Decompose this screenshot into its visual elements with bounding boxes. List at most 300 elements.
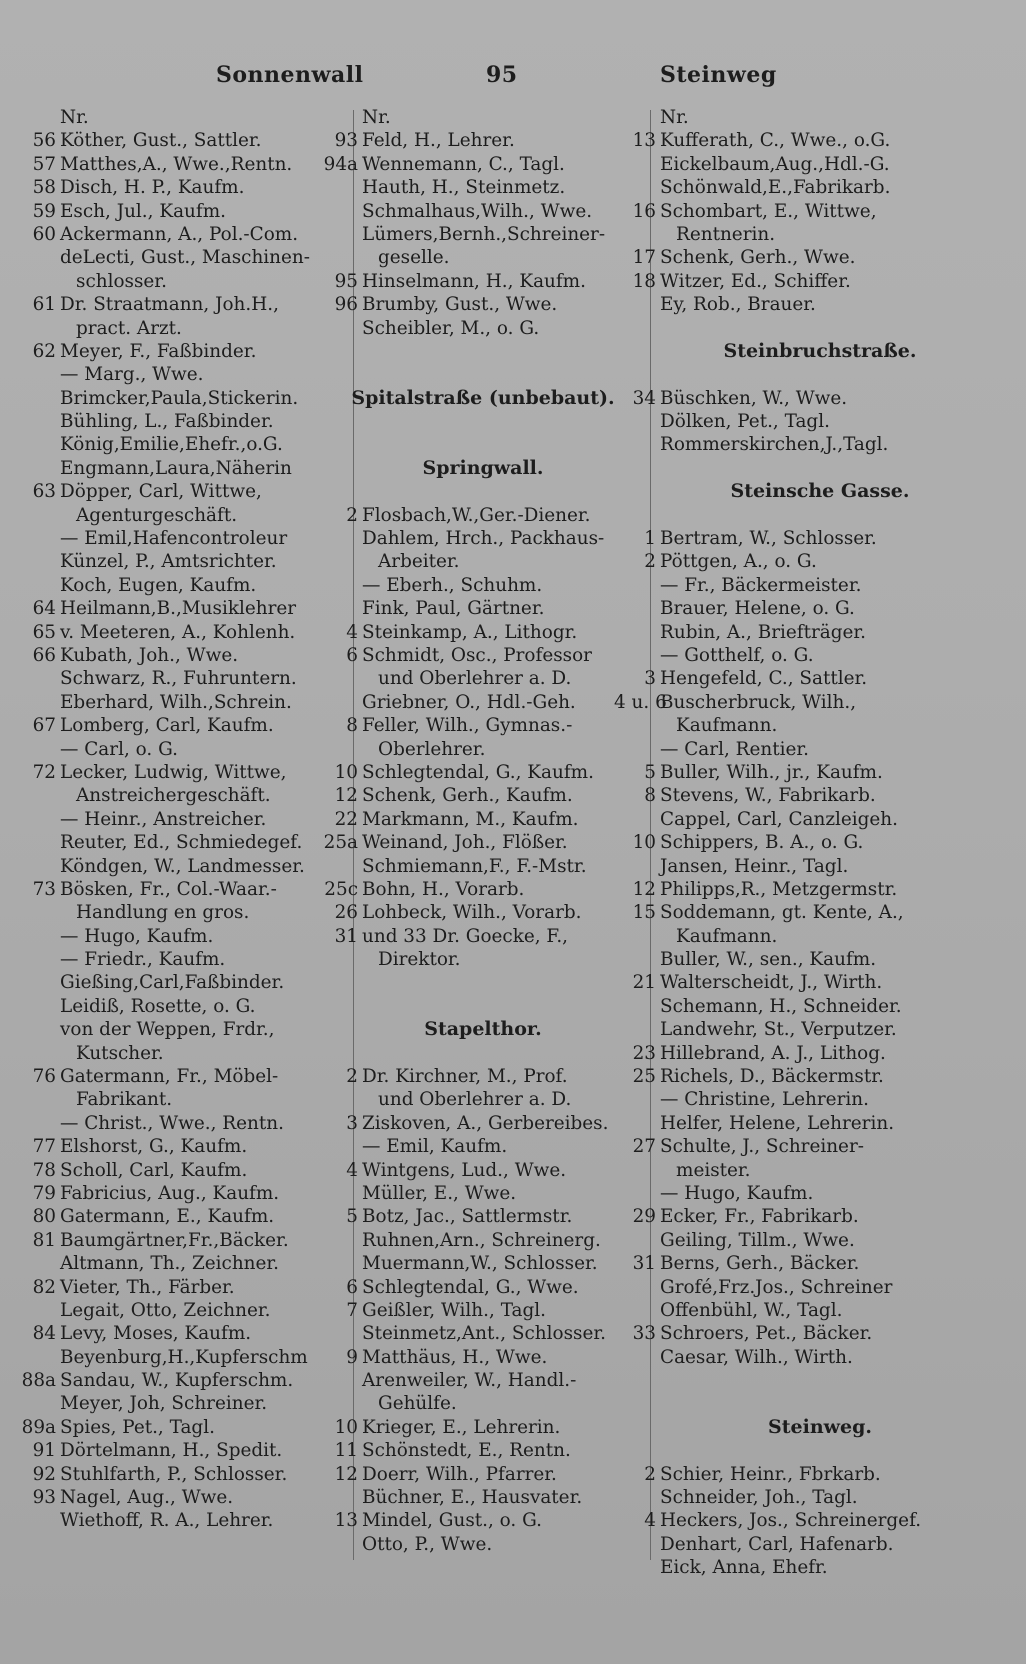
directory-entry <box>14 153 352 176</box>
resident-text: — Emil,Hafencontroleur <box>60 528 288 550</box>
resident-text: Philipps,R., Metzgermstr. <box>660 878 898 900</box>
house-number: 96 <box>334 294 358 316</box>
house-number: 26 <box>334 902 358 924</box>
resident-text: Schlegtendal, G., Wwe. <box>362 1276 579 1298</box>
directory-entry <box>14 270 352 293</box>
resident-text: Schmiemann,F., F.-Mstr. <box>362 855 587 877</box>
column-2 <box>316 106 650 1556</box>
directory-entry <box>14 1182 352 1205</box>
resident-text: Büchner, E., Hausvater. <box>362 1487 583 1509</box>
house-number: 22 <box>334 808 358 830</box>
directory-entry <box>316 597 650 620</box>
resident-text: Schmidt, Osc., Professor <box>362 644 592 666</box>
spacer <box>316 971 650 994</box>
house-number: 78 <box>32 1159 56 1181</box>
directory-entry <box>614 808 1026 831</box>
spacer <box>316 340 650 363</box>
house-number: 91 <box>32 1440 56 1462</box>
house-number: 8 <box>644 785 656 807</box>
house-number: 12 <box>632 878 656 900</box>
directory-entry <box>614 691 1026 714</box>
resident-text: — Heinr., Anstreicher. <box>60 808 267 830</box>
resident-text: Doerr, Wilh., Pfarrer. <box>362 1463 557 1485</box>
resident-text: v. Meeteren, A., Kohlenh. <box>60 621 296 643</box>
directory-entry <box>14 480 352 503</box>
directory-entry <box>14 925 352 948</box>
directory-entry <box>614 1486 1026 1509</box>
resident-text: Eberhard, Wilh.,Schrein. <box>60 691 292 713</box>
directory-entry <box>14 1439 352 1462</box>
house-number: 57 <box>32 153 56 175</box>
directory-entry <box>614 1182 1026 1205</box>
resident-text: Muermann,W., Schlosser. <box>362 1253 598 1275</box>
resident-text: Sandau, W., Kupferschm. <box>60 1370 294 1392</box>
resident-text: Heckers, Jos., Schreinergef. <box>660 1510 922 1532</box>
directory-entry <box>14 738 352 761</box>
directory-entry <box>614 1229 1026 1252</box>
resident-text: Markmann, M., Kaufm. <box>362 808 579 830</box>
house-number: 64 <box>32 598 56 620</box>
directory-entry <box>614 1135 1026 1158</box>
directory-entry <box>14 1486 352 1509</box>
resident-text: Anstreichergeschäft. <box>76 785 271 807</box>
resident-text: Bühling, L., Faßbinder. <box>60 411 274 433</box>
resident-text: Agenturgeschäft. <box>76 504 238 526</box>
house-number: 60 <box>32 223 56 245</box>
directory-entry <box>614 1018 1026 1041</box>
header-left-street: Sonnenwall <box>216 62 364 88</box>
directory-entry <box>14 621 352 644</box>
resident-text: Kufferath, C., Wwe., o.G. <box>660 130 891 152</box>
house-number: 9 <box>346 1346 358 1368</box>
house-number: 4 <box>644 1510 656 1532</box>
resident-text: Meyer, Joh, Schreiner. <box>60 1393 268 1415</box>
directory-entry <box>14 410 352 433</box>
house-number: 6 <box>346 644 358 666</box>
directory-entry <box>614 1509 1026 1532</box>
resident-text: Köndgen, W., Landmesser. <box>60 855 305 877</box>
resident-text: Fabricius, Aug., Kaufm. <box>60 1182 280 1204</box>
resident-text: Schenk, Gerh., Wwe. <box>660 247 856 269</box>
directory-entry <box>316 1416 650 1439</box>
directory-entry <box>14 293 352 316</box>
house-number: 23 <box>632 1042 656 1064</box>
directory-entry <box>14 106 352 129</box>
directory-entry <box>614 925 1026 948</box>
house-number: 10 <box>334 1416 358 1438</box>
directory-entry <box>14 1416 352 1439</box>
directory-entry <box>614 621 1026 644</box>
resident-text: — Carl, Rentier. <box>660 738 809 760</box>
directory-entry <box>316 1533 650 1556</box>
directory-entry <box>316 1369 650 1392</box>
street-heading: Steinweg. <box>768 1415 872 1438</box>
directory-entry <box>316 176 650 199</box>
directory-entry <box>614 1556 1026 1579</box>
house-number: 13 <box>632 130 656 152</box>
directory-entry <box>14 691 352 714</box>
directory-entry <box>316 574 650 597</box>
directory-entry <box>316 293 650 316</box>
resident-text: und 33 Dr. Goecke, F., <box>362 925 569 947</box>
resident-text: Oberlehrer. <box>378 738 486 760</box>
directory-entry <box>14 1205 352 1228</box>
resident-text: Spies, Pet., Tagl. <box>60 1416 215 1438</box>
resident-text: — Emil, Kaufm. <box>362 1136 508 1158</box>
directory-entry <box>614 1463 1026 1486</box>
directory-entry <box>14 667 352 690</box>
directory-entry <box>614 1322 1026 1345</box>
directory-entry <box>14 1088 352 1111</box>
directory-entry <box>316 1088 650 1111</box>
resident-text: Weinand, Joh., Flößer. <box>362 832 568 854</box>
directory-entry <box>316 925 650 948</box>
house-number: 4 <box>346 1159 358 1181</box>
resident-text: Nr. <box>660 107 689 128</box>
directory-entry <box>14 808 352 831</box>
house-number: 5 <box>346 1206 358 1228</box>
directory-entry <box>316 784 650 807</box>
directory-entry <box>14 223 352 246</box>
house-number: 56 <box>32 130 56 152</box>
resident-text: — Hugo, Kaufm. <box>60 925 214 947</box>
resident-text: Schroers, Pet., Bäcker. <box>660 1323 873 1345</box>
house-number: 79 <box>32 1182 56 1204</box>
directory-entry <box>316 761 650 784</box>
directory-entry <box>316 1392 650 1415</box>
directory-entry <box>14 1159 352 1182</box>
resident-text: Vieter, Th., Färber. <box>60 1276 235 1298</box>
house-number: 25c <box>324 878 358 900</box>
column-3 <box>614 106 1026 1580</box>
house-number: 59 <box>32 200 56 222</box>
directory-entry <box>316 878 650 901</box>
directory-entry <box>14 574 352 597</box>
spacer <box>614 317 1026 340</box>
spacer <box>614 1369 1026 1392</box>
house-number: 31 <box>334 925 358 947</box>
house-number: 84 <box>32 1323 56 1345</box>
directory-entry <box>316 1065 650 1088</box>
house-number: 5 <box>644 761 656 783</box>
resident-text: Gehülfe. <box>378 1393 457 1415</box>
house-number: 2 <box>346 504 358 526</box>
resident-text: Steinkamp, A., Lithogr. <box>362 621 578 643</box>
directory-entry <box>316 1182 650 1205</box>
resident-text: Heilmann,B.,Musiklehrer <box>60 598 297 620</box>
resident-text: deLecti, Gust., Maschinen- <box>60 247 310 269</box>
street-heading: Steinbruchstraße. <box>723 339 917 362</box>
resident-text: Scholl, Carl, Kaufm. <box>60 1159 248 1181</box>
resident-text: Döpper, Carl, Wittwe, <box>60 481 262 503</box>
directory-entry <box>14 504 352 527</box>
resident-text: Schulte, J., Schreiner- <box>660 1136 864 1158</box>
directory-entry <box>614 223 1026 246</box>
resident-text: Hinselmann, H., Kaufm. <box>362 270 586 292</box>
house-number: 76 <box>32 1066 56 1088</box>
resident-text: Künzel, P., Amtsrichter. <box>60 551 277 573</box>
house-number: 77 <box>32 1136 56 1158</box>
directory-entry <box>14 1065 352 1088</box>
directory-entry <box>14 246 352 269</box>
directory-entry <box>14 1346 352 1369</box>
resident-text: Schemann, H., Schneider. <box>660 995 902 1017</box>
resident-text: Scheibler, M., o. G. <box>362 317 540 339</box>
directory-entry <box>614 176 1026 199</box>
directory-entry <box>14 1135 352 1158</box>
directory-entry <box>614 200 1026 223</box>
directory-entry <box>14 831 352 854</box>
directory-entry <box>614 644 1026 667</box>
directory-entry <box>316 831 650 854</box>
house-number: 73 <box>32 878 56 900</box>
resident-text: Esch, Jul., Kaufm. <box>60 200 226 222</box>
directory-entry <box>316 504 650 527</box>
resident-text: und Oberlehrer a. D. <box>378 1089 572 1111</box>
resident-text: Stevens, W., Fabrikarb. <box>660 785 876 807</box>
directory-entry <box>316 1252 650 1275</box>
resident-text: Brumby, Gust., Wwe. <box>362 294 558 316</box>
directory-entry <box>614 714 1026 737</box>
directory-entry <box>316 621 650 644</box>
resident-text: Levy, Moses, Kaufm. <box>60 1323 252 1345</box>
resident-text: — Christ., Wwe., Rentn. <box>60 1112 284 1134</box>
resident-text: — Eberh., Schuhm. <box>362 574 543 596</box>
directory-entry <box>14 1369 352 1392</box>
spacer <box>614 1392 1026 1415</box>
directory-entry <box>14 597 352 620</box>
house-number: 95 <box>334 270 358 292</box>
resident-text: — Marg., Wwe. <box>60 364 204 386</box>
directory-entry <box>614 784 1026 807</box>
resident-text: Steinmetz,Ant., Schlosser. <box>362 1323 606 1345</box>
resident-text: Lecker, Ludwig, Wittwe, <box>60 761 287 783</box>
directory-entry <box>14 1276 352 1299</box>
house-number: 67 <box>32 715 56 737</box>
resident-text: Altmann, Th., Zeichner. <box>60 1253 280 1275</box>
house-number: 89a <box>21 1416 56 1438</box>
house-number: 2 <box>346 1066 358 1088</box>
directory-entry <box>14 1392 352 1415</box>
resident-text: Elshorst, G., Kaufm. <box>60 1136 248 1158</box>
house-number: 4 u. 6 <box>614 691 667 713</box>
house-number: 25a <box>323 832 358 854</box>
directory-entry <box>14 176 352 199</box>
resident-text: Schwarz, R., Fuhruntern. <box>60 668 297 690</box>
directory-entry <box>614 153 1026 176</box>
directory-entry <box>614 948 1026 971</box>
resident-text: Schombart, E., Wittwe, <box>660 200 877 222</box>
house-number: 3 <box>644 668 656 690</box>
house-number: 62 <box>32 340 56 362</box>
directory-entry <box>316 1112 650 1135</box>
directory-entry <box>614 387 1026 410</box>
house-number: 58 <box>32 177 56 199</box>
resident-text: Müller, E., Wwe. <box>362 1182 517 1204</box>
spacer <box>316 363 650 386</box>
directory-entry <box>14 971 352 994</box>
resident-text: Handlung en gros. <box>76 902 250 924</box>
directory-entry <box>14 200 352 223</box>
house-number: 31 <box>632 1253 656 1275</box>
resident-text: Soddemann, gt. Kente, A., <box>660 902 904 924</box>
directory-entry <box>14 901 352 924</box>
house-number: 15 <box>632 902 656 924</box>
directory-entry <box>14 995 352 1018</box>
directory-entry <box>316 1229 650 1252</box>
resident-text: Engmann,Laura,Näherin <box>60 457 292 479</box>
resident-text: Brimcker,Paula,Stickerin. <box>60 387 299 409</box>
resident-text: Gatermann, E., Kaufm. <box>60 1206 275 1228</box>
resident-text: Disch, H. P., Kaufm. <box>60 177 245 199</box>
directory-entry <box>14 363 352 386</box>
house-number: 13 <box>334 1510 358 1532</box>
directory-entry <box>614 738 1026 761</box>
directory-entry <box>614 293 1026 316</box>
house-number: 1 <box>644 528 656 550</box>
directory-entry <box>316 901 650 924</box>
house-number: 72 <box>32 761 56 783</box>
resident-text: Nr. <box>362 107 391 128</box>
resident-text: Baumgärtner,Fr.,Bäcker. <box>60 1229 289 1251</box>
resident-text: und Oberlehrer a. D. <box>378 668 572 690</box>
resident-text: Geiling, Tillm., Wwe. <box>660 1229 855 1251</box>
resident-text: Wintgens, Lud., Wwe. <box>362 1159 567 1181</box>
resident-text: Gatermann, Fr., Möbel- <box>60 1066 279 1088</box>
directory-entry <box>614 410 1026 433</box>
directory-entry <box>14 878 352 901</box>
directory-entry <box>614 1042 1026 1065</box>
resident-text: Kubath, Joh., Wwe. <box>60 644 239 666</box>
resident-text: Rentnerin. <box>676 223 776 245</box>
directory-entry <box>316 1205 650 1228</box>
house-number: 17 <box>632 247 656 269</box>
spacer <box>614 457 1026 480</box>
column-1 <box>14 106 352 1533</box>
directory-entry <box>316 106 650 129</box>
resident-text: Eickelbaum,Aug.,Hdl.-G. <box>660 153 890 175</box>
directory-entry <box>14 1229 352 1252</box>
directory-entry <box>316 667 650 690</box>
resident-text: Helfer, Helene, Lehrerin. <box>660 1112 895 1134</box>
resident-text: Rubin, A., Briefträger. <box>660 621 866 643</box>
directory-entry <box>14 433 352 456</box>
house-number: 4 <box>346 621 358 643</box>
resident-text: pract. Arzt. <box>76 317 182 339</box>
spacer <box>316 480 650 503</box>
resident-text: Schier, Heinr., Fbrkarb. <box>660 1463 881 1485</box>
resident-text: Gießing,Carl,Faßbinder. <box>60 972 285 994</box>
resident-text: Richels, D., Bäckermstr. <box>660 1066 884 1088</box>
resident-text: Witzer, Ed., Schiffer. <box>660 270 851 292</box>
directory-entry <box>316 200 650 223</box>
resident-text: Feld, H., Lehrer. <box>362 130 515 152</box>
directory-entry <box>316 223 650 246</box>
resident-text: Lohbeck, Wilh., Vorarb. <box>362 902 582 924</box>
resident-text: König,Emilie,Ehefr.,o.G. <box>60 434 283 456</box>
resident-text: meister. <box>676 1159 751 1181</box>
resident-text: — Friedr., Kaufm. <box>60 949 226 971</box>
directory-entry <box>14 1112 352 1135</box>
street-heading: Steinsche Gasse. <box>730 480 910 503</box>
directory-entry <box>316 550 650 573</box>
house-number: 66 <box>32 644 56 666</box>
house-number: 18 <box>632 270 656 292</box>
street-heading: Spitalstraße (unbebaut). <box>351 386 615 409</box>
directory-entry <box>316 714 650 737</box>
spacer <box>614 363 1026 386</box>
directory-entry <box>316 644 650 667</box>
house-number: 88a <box>21 1370 56 1392</box>
house-number: 82 <box>32 1276 56 1298</box>
resident-text: Denhart, Carl, Hafenarb. <box>660 1533 894 1555</box>
page-number: 95 <box>486 62 518 88</box>
house-number: 11 <box>334 1440 358 1462</box>
resident-text: Matthäus, H., Wwe. <box>362 1346 548 1368</box>
resident-text: Schenk, Gerh., Kaufm. <box>362 785 573 807</box>
directory-entry <box>14 644 352 667</box>
resident-text: Offenbühl, W., Tagl. <box>660 1299 843 1321</box>
directory-entry <box>614 901 1026 924</box>
resident-text: Bertram, W., Schlosser. <box>660 528 877 550</box>
resident-text: Fink, Paul, Gärtner. <box>362 598 545 620</box>
resident-text: Lomberg, Carl, Kaufm. <box>60 715 274 737</box>
directory-entry <box>316 129 650 152</box>
directory-entry <box>316 1276 650 1299</box>
directory-entry <box>14 340 352 363</box>
spacer <box>614 1439 1026 1462</box>
resident-text: Ecker, Fr., Fabrikarb. <box>660 1206 859 1228</box>
resident-text: Jansen, Heinr., Tagl. <box>660 855 849 877</box>
resident-text: Matthes,A., Wwe.,Rentn. <box>60 153 293 175</box>
house-number: 93 <box>334 130 358 152</box>
resident-text: — Carl, o. G. <box>60 738 178 760</box>
resident-text: Buscherbruck, Wilh., <box>660 691 857 713</box>
resident-text: Büschken, W., Wwe. <box>660 387 848 409</box>
resident-text: Schmalhaus,Wilh., Wwe. <box>362 200 593 222</box>
house-number: 80 <box>32 1206 56 1228</box>
directory-entry <box>316 153 650 176</box>
resident-text: Pöttgen, A., o. G. <box>660 551 817 573</box>
resident-text: — Gotthelf, o. G. <box>660 644 814 666</box>
house-number: 65 <box>32 621 56 643</box>
directory-entry <box>614 106 1026 129</box>
spacer <box>614 504 1026 527</box>
directory-entry <box>316 738 650 761</box>
directory-entry <box>614 597 1026 620</box>
spacer <box>316 433 650 456</box>
resident-text: Beyenburg,H.,Kupferschm <box>60 1346 308 1368</box>
resident-text: Geißler, Wilh., Tagl. <box>362 1299 546 1321</box>
resident-text: Wennemann, C., Tagl. <box>362 153 565 175</box>
resident-text: Reuter, Ed., Schmiedegef. <box>60 832 303 854</box>
directory-entry <box>614 129 1026 152</box>
resident-text: Cappel, Carl, Canzleigeh. <box>660 808 899 830</box>
directory-entry <box>614 270 1026 293</box>
directory-entry <box>316 1509 650 1532</box>
resident-text: Ruhnen,Arn., Schreinerg. <box>362 1229 601 1251</box>
resident-text: Ziskoven, A., Gerbereibes. <box>362 1112 609 1134</box>
resident-text: Mindel, Gust., o. G. <box>362 1510 543 1532</box>
directory-entry <box>614 574 1026 597</box>
resident-text: geselle. <box>378 247 450 269</box>
house-number: 3 <box>346 1112 358 1134</box>
header-right-street: Steinweg <box>660 62 777 88</box>
directory-entry <box>14 1018 352 1041</box>
house-number: 2 <box>644 1463 656 1485</box>
resident-text: Köther, Gust., Sattler. <box>60 130 262 152</box>
house-number: 2 <box>644 551 656 573</box>
